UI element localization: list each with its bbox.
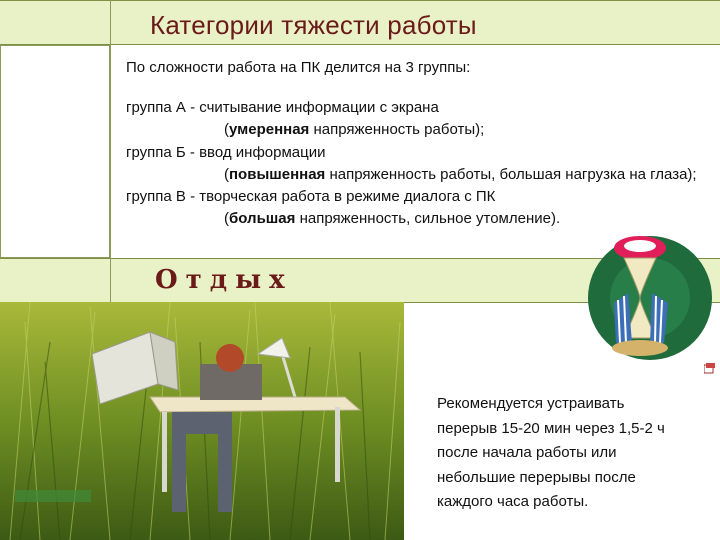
group-a-rest: напряженность работы);	[309, 121, 485, 139]
rest-heading: Отдых	[155, 265, 293, 295]
recommendation-line: каждого часа работы.	[437, 493, 589, 510]
intro-line: По сложности работа на ПК делится на 3 группы:	[126, 59, 471, 76]
intro-text	[126, 57, 470, 79]
recommendation-text	[437, 392, 697, 515]
group-b-head: группа Б - ввод информации	[126, 143, 326, 161]
hourglass-icon	[584, 218, 720, 368]
recommendation-line: небольшие перерывы после	[437, 468, 636, 486]
group-b-detail: (повышенная напряженность работы, большая нагрузка на глаза);	[224, 165, 697, 183]
recommendation-line: Рекомендуется устраивать	[437, 395, 625, 412]
groups-list	[126, 97, 697, 231]
recommendation-line: перерыв 15-20 мин через 1,5-2 ч	[437, 419, 665, 437]
group-a-detail: (умеренная напряженность работы);	[224, 121, 485, 139]
recommendation-line: после начала работы или	[437, 444, 617, 461]
group-c-rest: напряженность, сильное утомление).	[295, 210, 561, 228]
group-a-bold: умеренная	[229, 121, 310, 139]
group-b-bold: повышенная	[229, 165, 326, 183]
group-a-head: группа А - считывание информации с экрана	[126, 99, 439, 116]
group-c-head: группа В - творческая работа в режиме диалога с ПК	[126, 188, 496, 206]
group-c-detail: (большая напряженность, сильное утомление).	[224, 210, 561, 228]
page-title: Категории тяжести работы	[150, 10, 477, 40]
group-c-bold: большая	[229, 210, 296, 228]
group-b-rest: напряженность работы, большая нагрузка на глаза);	[325, 165, 697, 183]
small-corner-icon	[704, 361, 715, 372]
resting-photo	[0, 302, 404, 540]
